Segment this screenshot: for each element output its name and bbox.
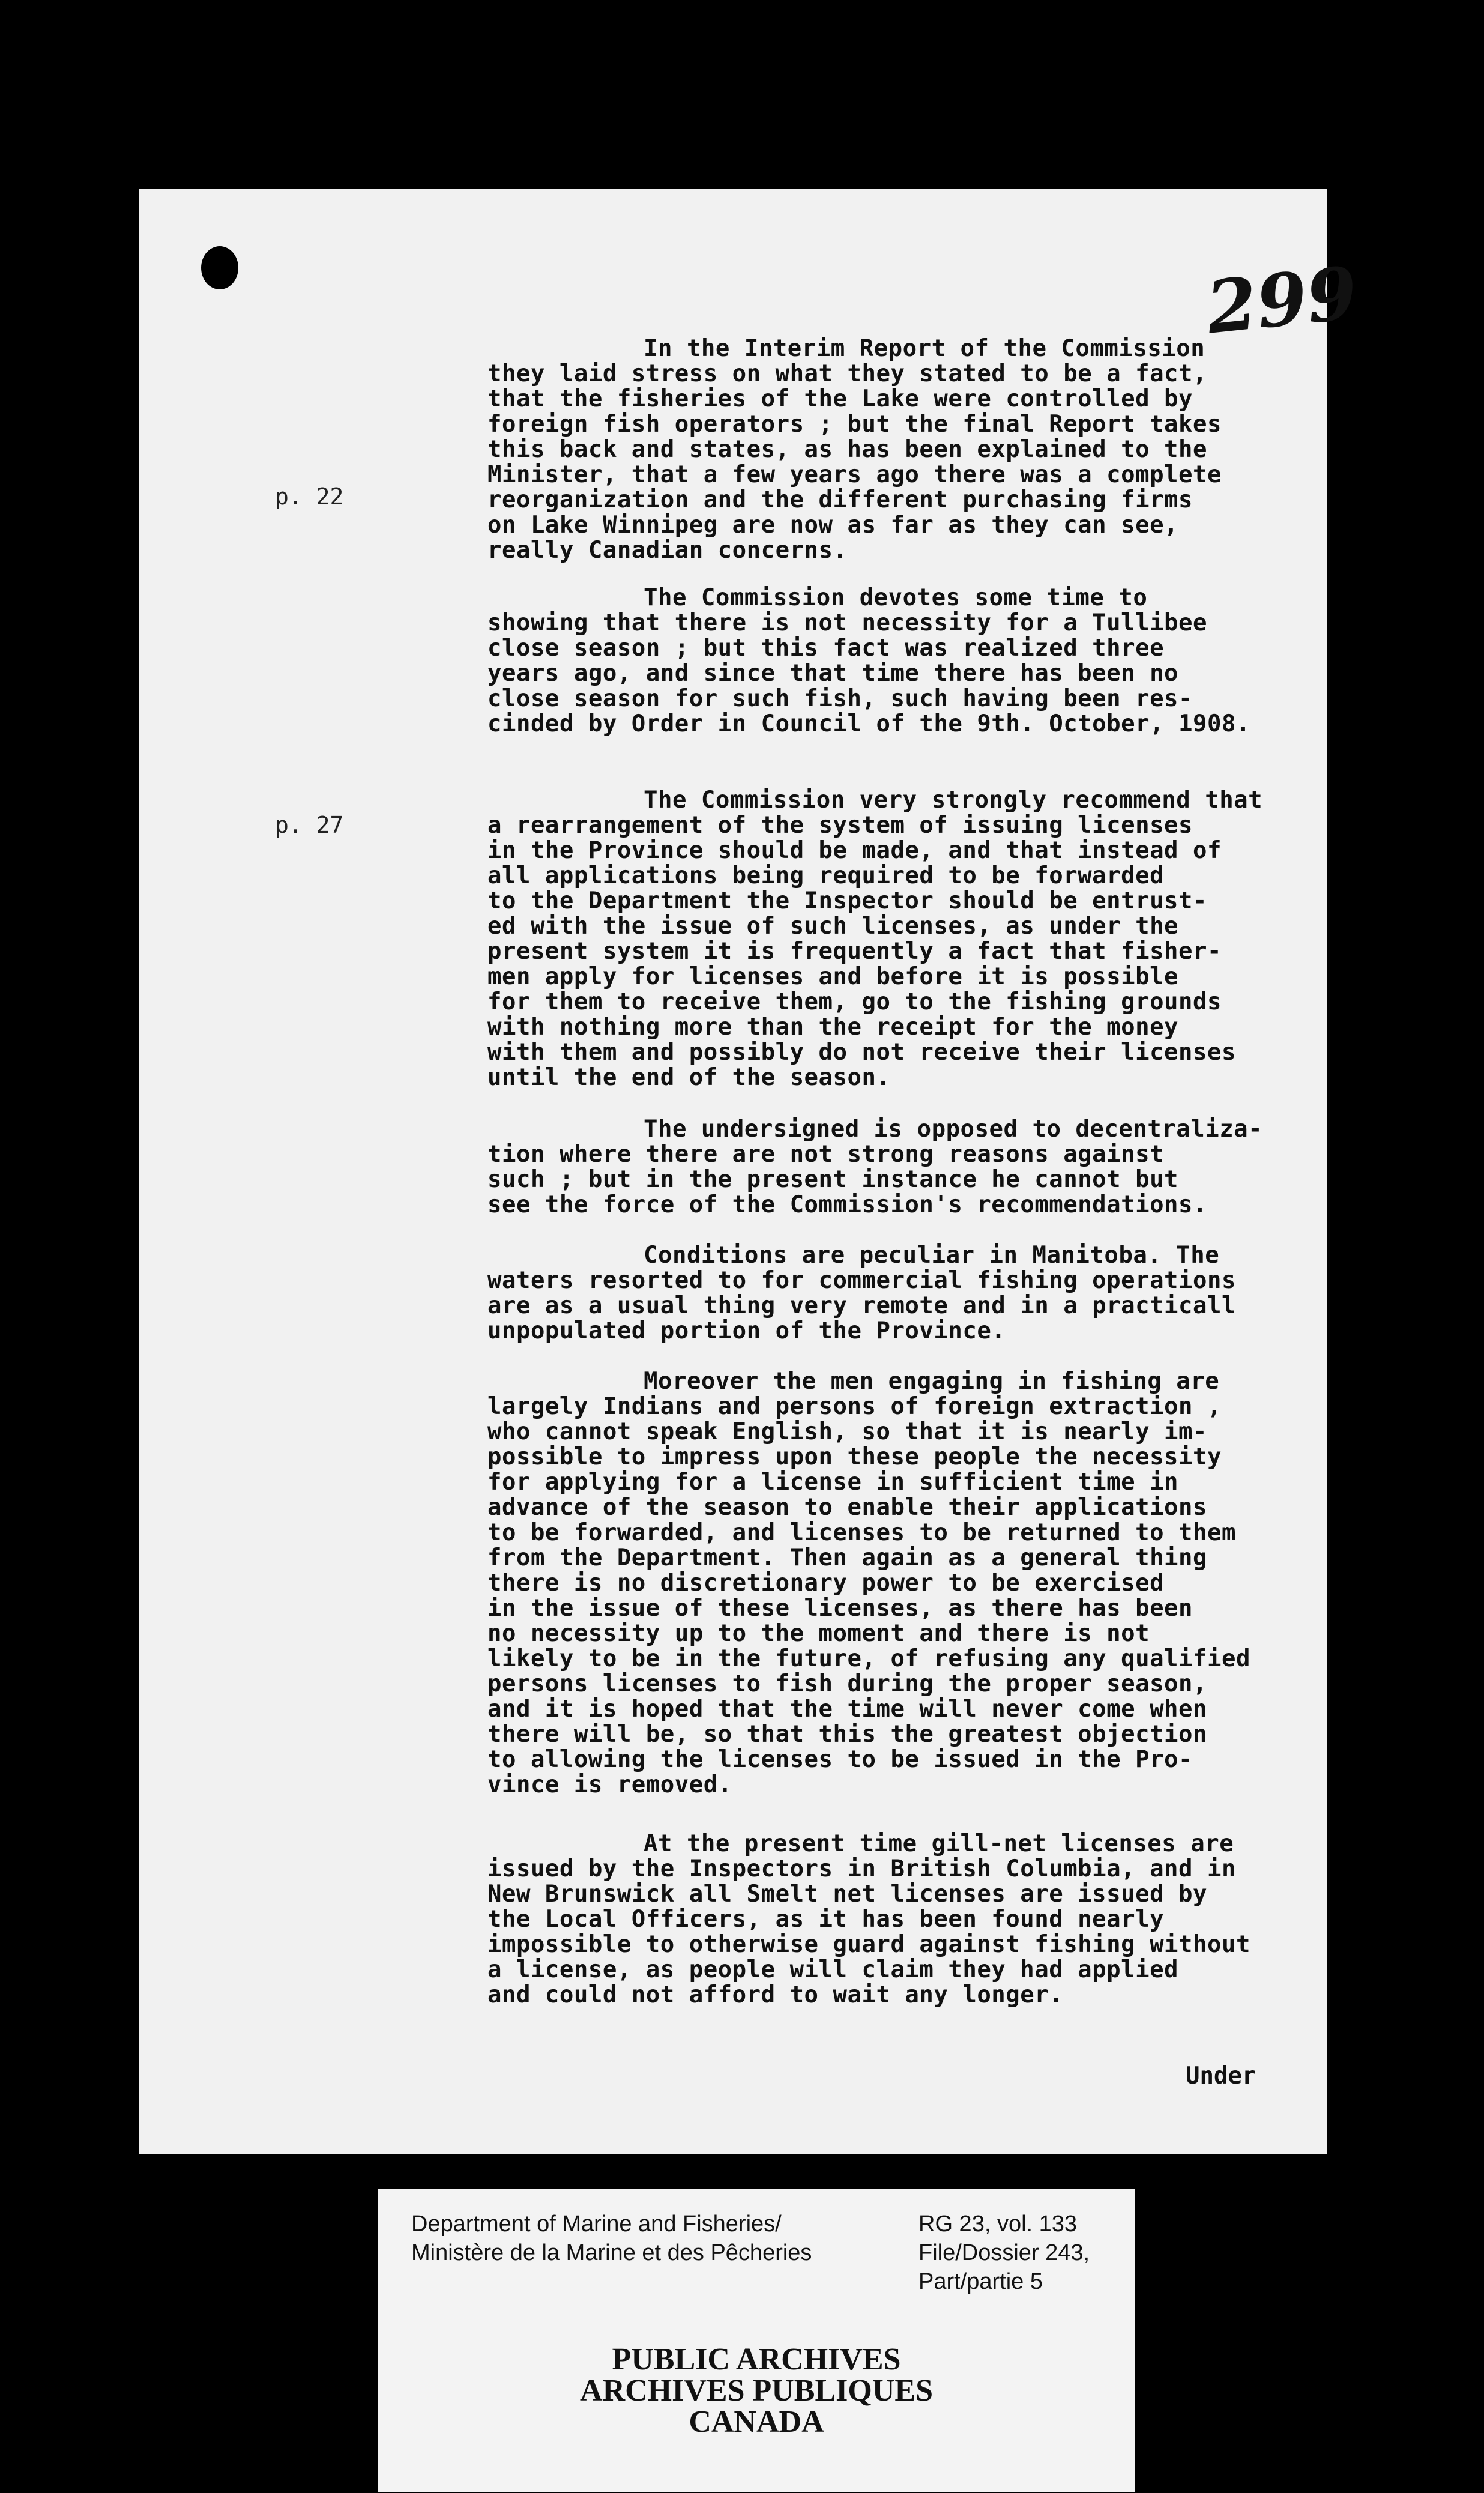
- department-fr: Ministère de la Marine et des Pêcheries: [411, 2240, 812, 2265]
- paragraph-4: The undersigned is opposed to decentraliza- tion where there are not strong reasons against such ; but in the present instance he cannot but see the force of the Commission's recommendations.: [487, 1116, 1263, 1218]
- file-number: File/Dossier 243,: [918, 2240, 1090, 2265]
- paragraph-7: At the present time gill-net licenses are issued by the Inspectors in British Columbia, and in New Brunswick all Smelt net licenses are issued by the Local Officers, as it has been found nearly impossible to otherwise guard against fishing without a license, as people will claim they had applied and could not afford to wait any longer.: [487, 1830, 1250, 2008]
- label-department: [411, 2210, 891, 2267]
- stamp-line-3: CANADA: [689, 2405, 824, 2439]
- margin-note-p27: p. 27: [275, 812, 344, 838]
- part-number: Part/partie 5: [918, 2269, 1043, 2294]
- paragraph-1: In the Interim Report of the Commission they laid stress on what they stated to be a fact, that the fisheries of the Lake were controlled by foreign fish operators ; but the final Report takes this back and states, as has been explained to the Minister, that a few years ago there was a complete reorganization and the different purchasing firms on Lake Winnipeg are now as far as they can see, really Canadian concerns.: [487, 335, 1222, 564]
- paragraph-6: Moreover the men engaging in fishing are largely Indians and persons of foreign extraction , who cannot speak English, so that it is nearly im- possible to impress upon these people the necessity for applying for a license in sufficient time in advance of the season to enable their applications to be forwarded, and licenses to be returned to them from the Department. Then again as a general thing there is no discretionary power to be exercised in the issue of these licenses, as there has been no necessity up to the moment and there is not likely to be in the future, of refusing any qualified persons licenses to fish during the proper season, and it is hoped that the time will never come when there will be, so that this the greatest objection to allowing the licenses to be issued in the Pro- vince is removed.: [487, 1368, 1250, 1798]
- paragraph-3: The Commission very strongly recommend that a rearrangement of the system of issuing licenses in the Province should be made, and that instead of all applications being required to be forwarded to the Department the Inspector should be entrust- ed with the issue of such licenses, as under the present system it is frequently a fact that fisher- men apply for licenses and before it is possible for them to receive them, go to the fishing grounds with nothing more than the receipt for the money with them and possibly do not receive their licenses until the end of the season.: [487, 787, 1263, 1091]
- punch-hole: [201, 246, 238, 289]
- paragraph-2: The Commission devotes some time to showing that there is not necessity for a Tullibee close season ; but this fact was realized three years ago, and since that time there has been no close season for such fish, such having been res- cinded by Order in Council of the 9th. October, 1908.: [487, 584, 1250, 737]
- stamp-line-2: ARCHIVES PUBLIQUES: [579, 2374, 934, 2408]
- department-en: Department of Marine and Fisheries/: [411, 2211, 782, 2237]
- margin-note-p22: p. 22: [275, 483, 344, 510]
- archives-stamp: [378, 2344, 1135, 2438]
- paragraph-5: Conditions are peculiar in Manitoba. The waters resorted to for commercial fishing operations are as a usual thing very remote and in a practicall unpopulated portion of the Province.: [487, 1242, 1236, 1344]
- stamp-line-1: PUBLIC ARCHIVES: [612, 2342, 901, 2377]
- folio-number: 299: [1202, 250, 1362, 351]
- label-reference: [918, 2210, 1135, 2296]
- record-group: RG 23, vol. 133: [918, 2211, 1078, 2237]
- continuation-word: Under: [1186, 2062, 1256, 2090]
- archive-label: [378, 2189, 1135, 2492]
